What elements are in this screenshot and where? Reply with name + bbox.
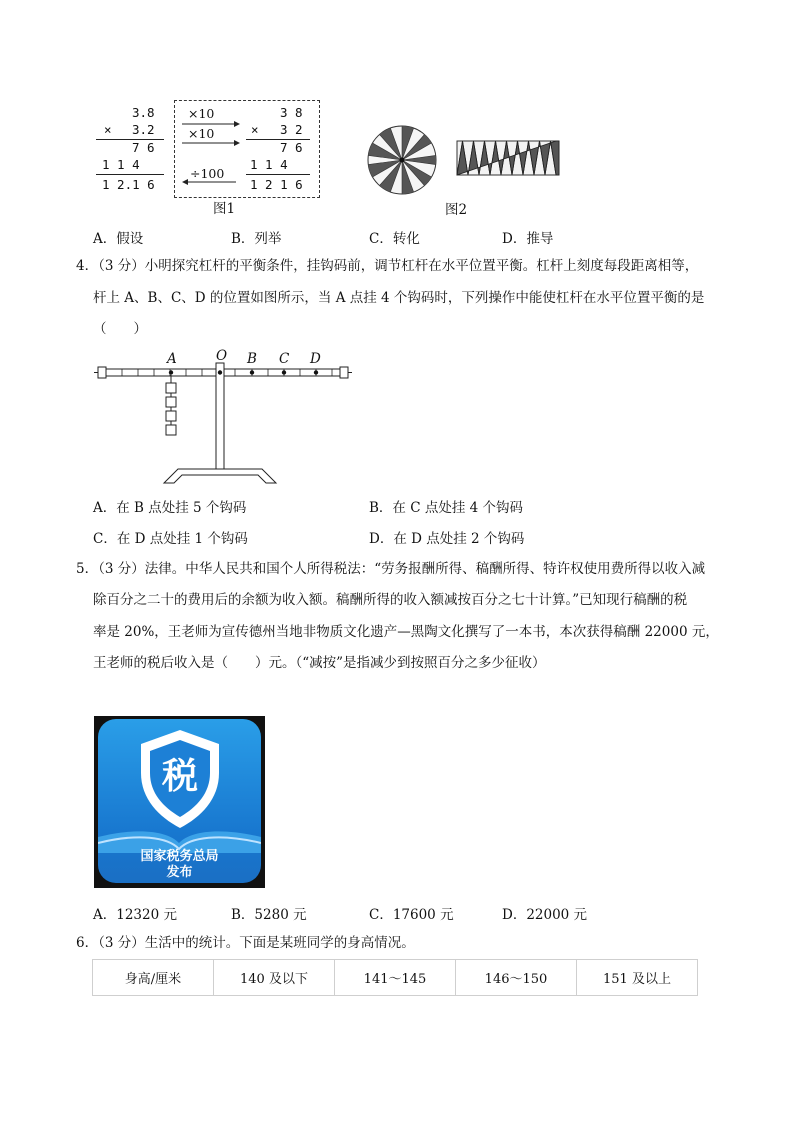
q5-option-d: D．22000 元	[502, 907, 588, 923]
table-header-cell: 身高/厘米	[93, 960, 214, 996]
fig1-right-row4: 1 1 4	[250, 157, 288, 172]
fig1-right-row2: 3 2	[280, 122, 303, 137]
fig1-arrows	[176, 110, 246, 190]
fig1-left-rule2	[96, 174, 164, 175]
q4-option-d: D．在 D 点处挂 2 个钩码	[369, 531, 525, 547]
fig1-left-row3: 7 6	[132, 140, 155, 155]
q5-option-a: A．12320 元	[93, 907, 177, 923]
fig1-arrow-label-3: ÷100	[190, 166, 225, 181]
fig1-right-rule2	[246, 174, 310, 175]
lever-label-c: C	[279, 351, 290, 367]
q4-stem-line2: 杆上 A、B、C、D 的位置如图所示，当 A 点挂 4 个钩码时，下列操作中能使杠杆在水平位置平衡的是	[93, 290, 705, 306]
q4-stem-line3: （ ）	[93, 321, 147, 337]
tax-app-logo	[94, 716, 265, 888]
table-header-cell: 151 及以上	[577, 960, 698, 996]
lever-label-a: A	[167, 351, 177, 367]
fig2-rearranged-strip	[456, 140, 560, 176]
q5-stem-line1: 5．（3 分）法律。中华人民共和国个人所得税法：“劳务报酬所得、稿酬所得、特许权使用费所得以收入减	[76, 561, 706, 577]
tax-logo-tile	[98, 719, 261, 883]
lever-label-o: O	[216, 348, 228, 364]
table-header-cell: 141～145	[335, 960, 456, 996]
fig1-left-row5: 1 2.1 6	[102, 177, 155, 192]
fig1-left-times: ×	[104, 122, 112, 137]
fig1-caption: 图1	[213, 201, 236, 217]
tax-logo-text-1: 国家税务总局	[140, 849, 219, 864]
q3-option-c: C．转化	[369, 231, 420, 247]
q5-stem-line4: 王老师的税后收入是（ ）元。（“减按”是指减少到按照百分之多少征收）	[93, 655, 546, 671]
lever-label-b: B	[247, 351, 257, 367]
fig1-right-row5: 1 2 1 6	[250, 177, 303, 192]
q4-stem-line1: 4．（3 分）小明探究杠杆的平衡条件，挂钩码前，调节杠杆在水平位置平衡。杠杆上刻度每段距离相等，	[76, 258, 699, 274]
fig2-caption: 图2	[445, 202, 468, 218]
q3-option-b: B．列举	[231, 231, 282, 247]
q4-option-b: B．在 C 点处挂 4 个钩码	[369, 500, 524, 516]
q3-option-a: A．假设	[93, 231, 144, 247]
fig1-arrow-label-1: ×10	[188, 106, 215, 121]
fig1-left-row2: 3.2	[132, 122, 155, 137]
table-header-cell: 146～150	[456, 960, 577, 996]
q5-stem-line3: 率是 20%，王老师为宣传德州当地非物质文化遗产—黑陶文化撰写了一本书，本次获得稿酬 22000 元，	[93, 624, 719, 640]
q5-option-b: B．5280 元	[231, 907, 307, 923]
q4-option-c: C．在 D 点处挂 1 个钩码	[93, 531, 248, 547]
fig1-right-row1: 3 8	[280, 105, 303, 120]
height-table	[92, 959, 698, 996]
tax-logo-char: 税	[161, 756, 198, 797]
fig1-left-row1: 3.8	[132, 105, 155, 120]
tax-logo-text-2: 发布	[166, 865, 193, 880]
fig1-arrow-label-2: ×10	[188, 126, 215, 141]
lever-label-d: D	[310, 351, 321, 367]
table-header-cell: 140 及以下	[214, 960, 335, 996]
q4-option-a: A．在 B 点处挂 5 个钩码	[93, 500, 247, 516]
q6-stem-line1: 6．（3 分）生活中的统计。下面是某班同学的身高情况。	[76, 935, 415, 951]
fig2-circle-sectors	[366, 124, 438, 196]
fig1-right-times: ×	[251, 122, 259, 137]
lever-svg	[92, 345, 362, 487]
q5-option-c: C．17600 元	[369, 907, 454, 923]
q5-stem-line2: 除百分之二十的费用后的余额为收入额。稿酬所得的收入额减按百分之七十计算。”已知现行稿酬的税	[93, 592, 688, 608]
fig1-right-row3: 7 6	[280, 140, 303, 155]
table-row	[93, 960, 698, 996]
fig1-left-row4: 1 1 4	[102, 157, 140, 172]
q3-option-d: D．推导	[502, 231, 554, 247]
